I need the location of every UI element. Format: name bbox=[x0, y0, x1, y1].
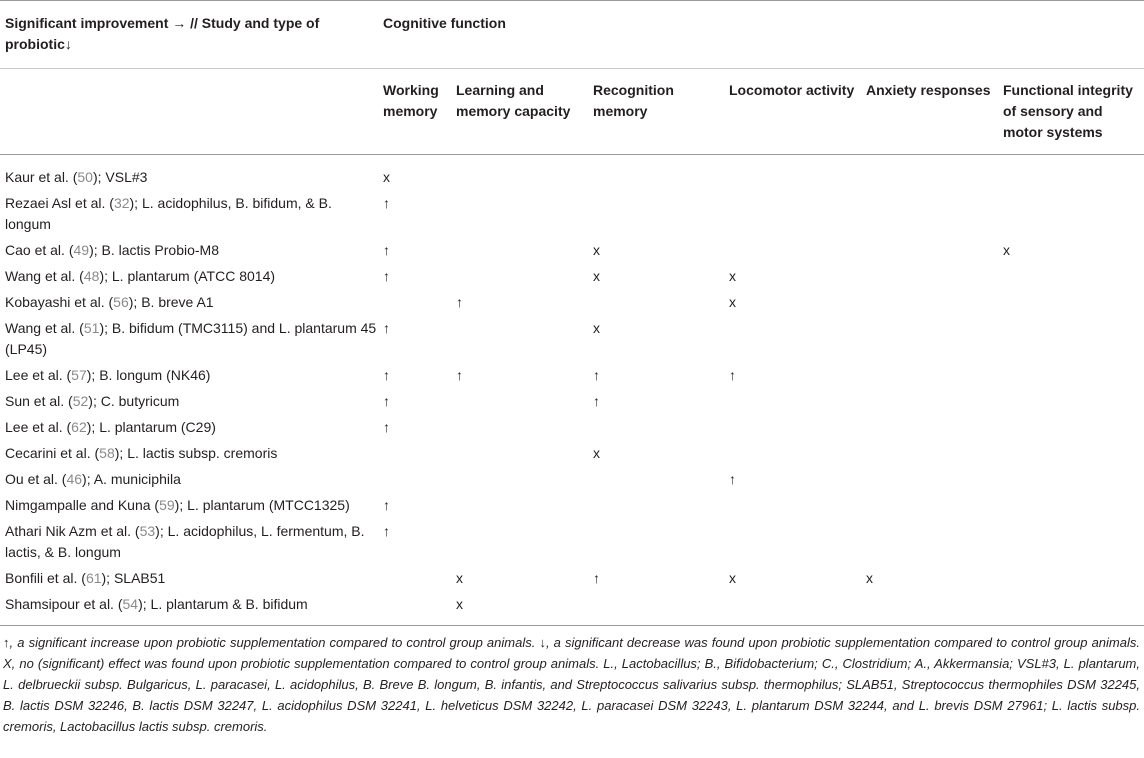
reference-number: 62 bbox=[71, 419, 87, 435]
effect-cell: ↑ bbox=[383, 497, 390, 513]
study-separator: ); bbox=[114, 445, 128, 461]
reference-number: 54 bbox=[122, 596, 139, 612]
effect-cell bbox=[998, 389, 1144, 415]
table-row bbox=[0, 290, 1144, 316]
effect-cell: ↑ bbox=[593, 393, 600, 409]
table-row bbox=[0, 519, 1144, 566]
probiotic-name: B. breve A1 bbox=[141, 294, 214, 310]
study-separator: ); bbox=[88, 393, 101, 409]
effect-cell bbox=[861, 441, 998, 467]
effect-cell bbox=[451, 519, 588, 566]
table-row bbox=[0, 441, 1144, 467]
probiotic-name: L. acidophilus, B. bifidum, & B. longum bbox=[5, 195, 332, 232]
effect-cell bbox=[451, 467, 588, 493]
reference-number: 53 bbox=[139, 523, 156, 539]
effect-cell bbox=[724, 592, 861, 626]
probiotic-name: VSL#3 bbox=[105, 169, 148, 185]
effect-cell bbox=[588, 592, 724, 626]
effect-cell bbox=[451, 155, 588, 192]
col-header-anxiety-responses: Anxiety responses bbox=[866, 82, 991, 98]
effect-cell bbox=[724, 493, 861, 519]
table-row bbox=[0, 264, 1144, 290]
study-cell bbox=[0, 592, 378, 626]
effect-cell bbox=[451, 264, 588, 290]
effect-cell bbox=[998, 519, 1144, 566]
effect-cell bbox=[724, 316, 861, 363]
study-cell bbox=[0, 493, 378, 519]
study-cell bbox=[0, 389, 378, 415]
empty-header-cell bbox=[0, 69, 378, 155]
study-cell bbox=[0, 264, 378, 290]
effect-cell: x bbox=[456, 596, 463, 612]
effect-cell bbox=[724, 519, 861, 566]
effect-cell: x bbox=[866, 570, 873, 586]
effect-cell bbox=[724, 389, 861, 415]
study-author: Wang et al. ( bbox=[5, 268, 84, 284]
table-row bbox=[0, 363, 1144, 389]
effect-cell bbox=[451, 415, 588, 441]
study-author: Rezaei Asl et al. ( bbox=[5, 195, 114, 211]
study-separator: ); bbox=[92, 169, 106, 185]
study-author: Cao et al. ( bbox=[5, 242, 74, 258]
study-author: Cecarini et al. ( bbox=[5, 445, 100, 461]
effect-cell bbox=[378, 467, 451, 493]
effect-cell bbox=[998, 316, 1144, 363]
effect-cell bbox=[861, 389, 998, 415]
study-separator: ); bbox=[128, 294, 142, 310]
study-author: Nimgampalle and Kuna ( bbox=[5, 497, 160, 513]
effect-cell: ↑ bbox=[456, 294, 463, 310]
effect-cell: x bbox=[1003, 242, 1010, 258]
effect-cell bbox=[451, 493, 588, 519]
table-row bbox=[0, 191, 1144, 238]
study-cell bbox=[0, 316, 378, 363]
study-author: Athari Nik Azm et al. ( bbox=[5, 523, 140, 539]
reference-number: 51 bbox=[83, 320, 100, 336]
effect-cell: ↑ bbox=[383, 393, 390, 409]
effect-cell bbox=[724, 441, 861, 467]
study-cell bbox=[0, 363, 378, 389]
study-cell bbox=[0, 155, 378, 192]
study-author: Kobayashi et al. ( bbox=[5, 294, 114, 310]
reference-number: 48 bbox=[83, 268, 100, 284]
reference-number: 61 bbox=[85, 570, 102, 586]
study-cell bbox=[0, 238, 378, 264]
effect-cell bbox=[998, 290, 1144, 316]
effect-cell bbox=[861, 290, 998, 316]
probiotic-name: L. acidophilus, L. fermentum, B. lactis, & B. longum bbox=[5, 523, 365, 560]
effect-cell bbox=[861, 519, 998, 566]
probiotic-name: B. bifidum (TMC3115) and L. plantarum 45 (LP45) bbox=[5, 320, 377, 357]
effect-cell bbox=[861, 467, 998, 493]
col-header-learning-memory: Learning and memory capacity bbox=[456, 82, 571, 119]
effect-cell: ↑ bbox=[383, 523, 390, 539]
study-cell bbox=[0, 441, 378, 467]
study-separator: ); bbox=[86, 419, 100, 435]
table-row bbox=[0, 415, 1144, 441]
effect-cell bbox=[378, 566, 451, 592]
study-separator: ); bbox=[155, 523, 168, 539]
study-cell bbox=[0, 415, 378, 441]
study-author: Wang et al. ( bbox=[5, 320, 84, 336]
effect-cell: x bbox=[729, 294, 736, 310]
reference-number: 46 bbox=[66, 471, 83, 487]
probiotic-name: L. plantarum (MTCC1325) bbox=[187, 497, 350, 513]
effect-cell: x bbox=[456, 570, 463, 586]
effect-cell bbox=[998, 467, 1144, 493]
effect-cell bbox=[998, 592, 1144, 626]
reference-number: 56 bbox=[113, 294, 129, 310]
probiotic-name: A. municiphila bbox=[93, 471, 181, 487]
effect-cell: ↑ bbox=[383, 320, 390, 336]
effect-cell bbox=[998, 155, 1144, 192]
study-author: Kaur et al. ( bbox=[5, 169, 78, 185]
col-header-working-memory: Working memory bbox=[383, 82, 439, 119]
probiotic-name: C. butyricum bbox=[100, 393, 180, 409]
effect-cell bbox=[378, 592, 451, 626]
study-author: Lee et al. ( bbox=[5, 419, 72, 435]
study-separator: ); bbox=[82, 471, 94, 487]
effect-cell: ↑ bbox=[593, 367, 600, 383]
effect-cell: ↑ bbox=[593, 570, 600, 586]
reference-number: 58 bbox=[99, 445, 115, 461]
effect-cell bbox=[998, 415, 1144, 441]
table-row bbox=[0, 566, 1144, 592]
effect-cell: ↑ bbox=[729, 471, 736, 487]
table-row bbox=[0, 238, 1144, 264]
effect-cell bbox=[998, 566, 1144, 592]
effect-cell bbox=[451, 238, 588, 264]
study-separator: ); bbox=[174, 497, 188, 513]
study-cell bbox=[0, 290, 378, 316]
effect-cell bbox=[998, 493, 1144, 519]
effect-cell bbox=[861, 238, 998, 264]
effect-cell bbox=[451, 389, 588, 415]
table-row bbox=[0, 592, 1144, 626]
study-cell bbox=[0, 566, 378, 592]
effect-cell bbox=[861, 191, 998, 238]
effect-cell: x bbox=[593, 242, 600, 258]
effect-cell bbox=[998, 441, 1144, 467]
reference-number: 50 bbox=[77, 169, 93, 185]
effect-cell: ↑ bbox=[383, 367, 390, 383]
effect-cell bbox=[451, 316, 588, 363]
study-separator: ); bbox=[138, 596, 151, 612]
table-body bbox=[0, 155, 1144, 626]
effect-cell bbox=[588, 155, 724, 192]
effect-cell bbox=[588, 191, 724, 238]
study-cell bbox=[0, 191, 378, 238]
study-separator: ); bbox=[86, 367, 100, 383]
effect-cell bbox=[861, 493, 998, 519]
effect-cell bbox=[378, 441, 451, 467]
effect-cell bbox=[861, 592, 998, 626]
probiotic-name: SLAB51 bbox=[113, 570, 166, 586]
effect-cell: ↑ bbox=[456, 367, 463, 383]
effect-cell bbox=[998, 363, 1144, 389]
effect-cell bbox=[451, 191, 588, 238]
study-cell bbox=[0, 467, 378, 493]
effect-cell bbox=[588, 467, 724, 493]
table-row bbox=[0, 316, 1144, 363]
corner-header: Significant improvement → // Study and type of probiotic↓ bbox=[5, 15, 320, 52]
probiotic-name: L. plantarum & B. bifidum bbox=[150, 596, 308, 612]
study-author: Shamsipour et al. ( bbox=[5, 596, 123, 612]
effect-cell: ↑ bbox=[383, 419, 390, 435]
effect-cell bbox=[998, 264, 1144, 290]
reference-number: 59 bbox=[159, 497, 175, 513]
effect-cell bbox=[861, 363, 998, 389]
header-row-columns bbox=[0, 69, 1144, 155]
study-author: Bonfili et al. ( bbox=[5, 570, 86, 586]
effect-cell bbox=[588, 290, 724, 316]
effect-cell bbox=[861, 264, 998, 290]
probiotic-name: B. longum (NK46) bbox=[99, 367, 211, 383]
study-cell bbox=[0, 519, 378, 566]
reference-number: 32 bbox=[113, 195, 130, 211]
effect-cell bbox=[998, 191, 1144, 238]
effect-cell: x bbox=[383, 169, 390, 185]
reference-number: 49 bbox=[73, 242, 90, 258]
study-separator: ); bbox=[101, 570, 114, 586]
effect-cell: ↑ bbox=[729, 367, 736, 383]
cognitive-function-header: Cognitive function bbox=[383, 15, 506, 31]
study-author: Ou et al. ( bbox=[5, 471, 67, 487]
effect-cell bbox=[588, 519, 724, 566]
col-header-recognition-memory: Recognition memory bbox=[593, 82, 674, 119]
study-separator: ); bbox=[89, 242, 102, 258]
effect-cell bbox=[724, 191, 861, 238]
effect-cell bbox=[588, 493, 724, 519]
table-row bbox=[0, 155, 1144, 192]
table-row bbox=[0, 493, 1144, 519]
effect-cell bbox=[724, 155, 861, 192]
effect-cell bbox=[724, 415, 861, 441]
effect-cell bbox=[861, 316, 998, 363]
reference-number: 57 bbox=[71, 367, 87, 383]
effect-cell bbox=[861, 155, 998, 192]
study-separator: ); bbox=[129, 195, 142, 211]
effect-cell: ↑ bbox=[383, 242, 390, 258]
effect-cell: x bbox=[729, 570, 736, 586]
table-row bbox=[0, 389, 1144, 415]
probiotic-name: L. plantarum (C29) bbox=[99, 419, 216, 435]
probiotic-name: B. lactis Probio-M8 bbox=[101, 242, 219, 258]
effect-cell bbox=[378, 290, 451, 316]
effect-cell bbox=[724, 238, 861, 264]
table-footnote: ↑, a significant increase upon probiotic supplementation compared to control group animals. ↓, a significant decrease was found upon probiotic supplementation compared to control group animals. X, no (significant) effect was found upon probiotic supplementation compared to control group animals. L., Lactobacillus; B., Bifidobacterium; C., Clostridium; A., Akkermansia; VSL#3, L. plantarum, L. delbrueckii subsp. Bulgaricus, L. paracasei, L. acidophilus, B. Breve B. longum, B. infantis, and Streptococcus salivarius subsp. thermophilus; SLAB51, Streptococcus thermophiles DSM 32245, B. lactis DSM 32246, B. lactis DSM 32247, L. acidophilus DSM 32241, L. helveticus DSM 32242, L. paracasei DSM 32243, L. plantarum DSM 32244, and L. brevis DSM 27961; L. lactis subsp. cremoris, Lactobacillus lactis subsp. cremoris. bbox=[3, 635, 1140, 734]
table-row bbox=[0, 467, 1144, 493]
col-header-locomotor-activity: Locomotor activity bbox=[729, 82, 855, 98]
effect-cell: x bbox=[729, 268, 736, 284]
probiotic-name: L. lactis subsp. cremoris bbox=[127, 445, 278, 461]
effect-cell bbox=[861, 415, 998, 441]
effect-cell: ↑ bbox=[383, 268, 390, 284]
reference-number: 52 bbox=[72, 393, 89, 409]
effect-cell: x bbox=[593, 268, 600, 284]
header-row-group bbox=[0, 1, 1144, 69]
study-separator: ); bbox=[99, 268, 112, 284]
effect-cell: ↑ bbox=[383, 195, 390, 211]
study-author: Lee et al. ( bbox=[5, 367, 72, 383]
col-header-functional-integrity: Functional integrity of sensory and motor systems bbox=[1003, 82, 1133, 140]
study-author: Sun et al. ( bbox=[5, 393, 73, 409]
effect-cell bbox=[451, 441, 588, 467]
probiotic-name: L. plantarum (ATCC 8014) bbox=[111, 268, 276, 284]
effect-cell bbox=[588, 415, 724, 441]
study-separator: ); bbox=[99, 320, 112, 336]
effect-cell: x bbox=[593, 320, 600, 336]
effect-cell: x bbox=[593, 445, 600, 461]
